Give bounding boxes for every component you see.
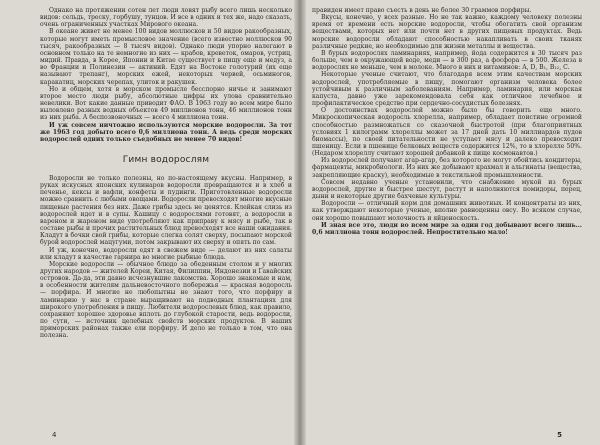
left-paragraph: Морские водоросли — обычное блюдо за обеденным столом и у многих других народов — жителей Кореи, Китая, Филиппин, Индонезии и Гавайских островов. Да-да, эти давно исчезнувшие лакомства. Хорошо знакомые и нам, в особенности жителям дальневосточного побережья — красная водоросль — порфира. И многие не любопытны не знают того, что порфиру и ламинарию у нас в стране выращивают на подводных плантациях для широкого употребления в пищу. Любители водорослевых блюд, как правило, сохраняют хорошее здоровье вплоть до глубокой старости, ведь водоросли, по сути, — источник целебных свойств морских продуктов. В наших приморских районах также ели порфиру. И дело не только в том, что она полезна. [40,260,292,340]
left-paragraph: В океане живет не менее 100 видов моллюсков и 50 видов ракообразных, которые могут иметь промысловое значение (всего известно моллюсков 90 тысяч, ракообразных — 8 тысяч видов). Однако люди упорно налегают в основном только на те немногие из них — крабов, креветок, омаров, устриц, мидий. Правда, в Корее, Японии и Китае существует в пищу еще и медуз, а во Франции и Полинезии — актиний. Едят на Востоке голотурий (их еще называют трепанг), морских ежей, некоторых червей, осьминогов, каракатиц, морских черепах, улиток и ракушек. [40,28,292,86]
left-paragraph: Однако на протяжении сотен лет люди ловят рыбу всего лишь несколько видов: сельдь, треску, горбушу, тунцов. И все в одних и тех же, надо сказать, очень ограниченных участках Мирового океана. [40,7,292,29]
right-paragraph: Некоторые ученые считают, что благодаря всем этим качествам морских водорослей, употребляемые в пищу, помогают организм человека более устойчивым к различным заболеваниям. Например, ламинария, или морская капуста, давно уже зарекомендовала себя как отличное лечебное и профилактическое средство при сердечно-сосудистых болезнях. [312,71,582,108]
right-paragraph: В бурых водорослях ламинариях, например, йода содержится в 30 тысяч раз больше, чем в окружающей воде, меди — в 300 раз, а фосфора — в 500. Железа в водорослях не меньше, чем в молоке. Много в них и витаминов: А, D, B₁, B₁₂, C. [312,49,582,72]
left-paragraph: Но и общем, хотя в морском промысле бесспорно ничье и занимают второе место люди рыбу, абсолютные цифры их улова сравнительно невелики. Вот какие данные приводит ФАО. В 1963 году во всем мире было выловлено разных водных объектов 49 миллионов тонн, 46 миллионов тонн из них рыба. А беспозвоночных — всего 4 миллиона тонн. [40,85,292,122]
section-heading: Гимн водорослям [122,154,210,165]
left-paragraph: Водоросли не только полезны, но по-настоящему вкусны. Например, в руках искусных японских кулинаров водоросли превращаются и в хлеб и печенье, кексы и вафли, конфеты и пудинги. Приготовленные водоросли можно сравнить с любыми овощами. Водоросли превосходят многие вкусные пищевые растения без них. Даже грибы здесь не ценятся. Клейкая слизь из водорослей идет и в супы. Кашицу с водорослями готовят, а водоросли в вареном и жареном виде употребляют как приправу к мясу и рыбе, так в составе рыбы и прочих растительных блюд превосходят все наши ожидания. Кладут в бочки свой грибы, которые слегка солят сверху, посыпают морской бурой водорослей мацугуми, потом закрывают их сверху и опять по сам. [40,174,292,247]
book-gutter [294,0,306,445]
right-paragraph: О достоинствах водорослей можно было бы говорить еще много. Микроскопическая водоросль хлорелла, например, обладает поистине огромной способностью размножаться со сказочной быстротой (при благоприятных условиях 1 килограмм хлореллы может за 17 дней дать 10 миллиардов пудов биомассы), по своей питательности не уступает мясу и далеко превосходит пшеницу. Если в пшенице белковых веществ содержится 12%, то в хлорелле 50%. (Недаром хлореллу считают хорошей добавкой к пище космонавтов.) [312,107,582,158]
left-paragraph: И уж, конечно, водоросли едят в свежем виде — делают из них салаты или кладут в качестве гарнира во многие рыбные блюда. [40,246,292,261]
right-paragraph: Водоросли — отличный корм для домашних животных. И концентраты из них, как утверждают некоторые ученые, вполне равноценны овсу. Во всяком случае, они хорошо повышают молочность и яйценоскость. [312,200,582,222]
right-paragraph: Из водорослей получают агар-агар, без которого не могут обойтись кондитеры, фармацевты, микробиологи. Из них же добывают крахмал и альгинаты (вещества, закрепляющие краску), необходимые в текстильной промышленности. [312,157,582,179]
right-paragraph: правиден имеет право съесть в день не более 30 граммов порфиры. [312,7,532,14]
right-paragraph: Совсем недавно ученые установили, что снабжение мукой из бурых водорослей, другие и быстрее шестут, растут и наполняются помидоры, перец, дыни и некоторые другие бахчевые культуры. [312,178,582,201]
page-number-left: 4 [52,431,57,439]
right-page [300,0,600,445]
right-paragraph: Вкусы, конечно, у всех разные. Но не так важно, каждому человеку полезны время от времени есть морские водоросли, чтобы обогатить свой организм веществами, которых нет или почти нет в других пищевых продуктах. Ведь морские водоросли обладают способностью накапливать в своих тканях различные редкие, но необходимые для жизни металлы и вещества. [312,14,582,50]
left-paragraph: И уж совсем ничтожно используются морские водоросли. За тот же 1963 год добыто всего 0,6 миллиона тонн. А ведь среди морских водорослей одних только съедобных не менее 70 видов! [40,121,292,143]
right-paragraph: И зная все это, люди во всем мире за один год добывают всего лишь... 0,6 миллиона тонн водорослей. Непростительно мало! [312,221,582,236]
page-number-right: 5 [557,431,562,439]
